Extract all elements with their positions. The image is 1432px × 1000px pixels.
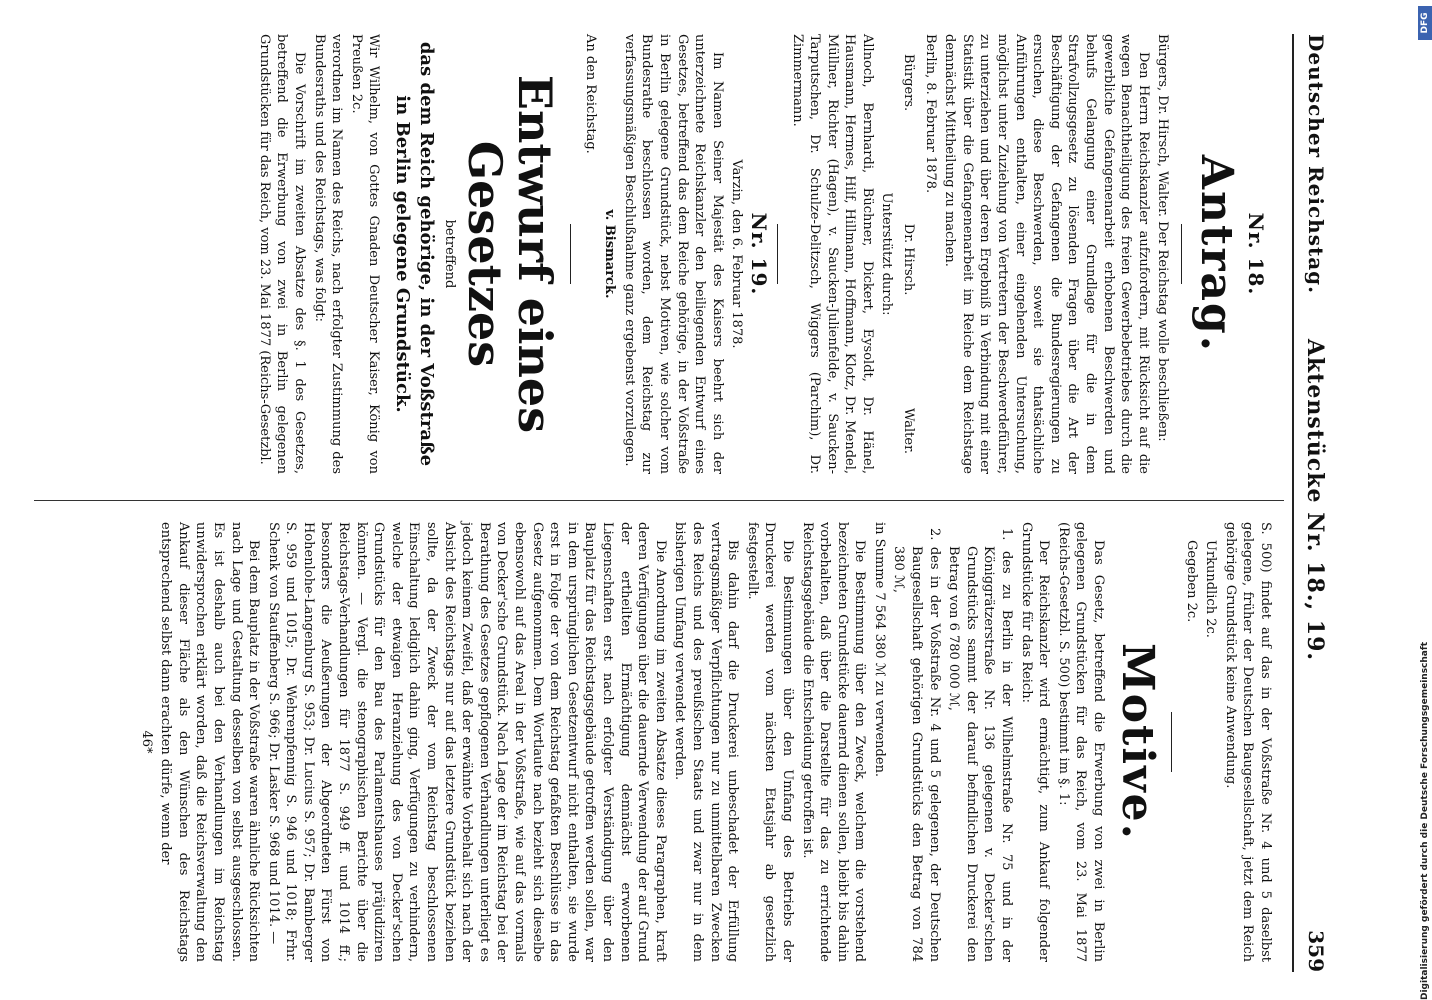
signatures <box>900 54 918 454</box>
motive-authorization: Der Reichskanzler wird ermächtigt, zum Ankauf folgender Grundstücke für das Reich: <box>1018 522 1052 962</box>
header-center: Aktenstücke Nr. 18., 19. <box>1302 338 1328 662</box>
signer: v. Bismarck. <box>602 209 618 299</box>
subject-line: das dem Reich gehörige, in der Voßstraße in Berlin gelegene Grundstück. <box>392 41 438 467</box>
signature-2: Dr. Hirsch. <box>901 223 917 296</box>
short-rule <box>1171 712 1172 772</box>
addressee: An den Reichstag. <box>582 34 598 154</box>
supported-by: Unterstützt durch: <box>879 192 895 316</box>
column-divider <box>34 500 1284 501</box>
grundstuecke-list <box>890 522 1015 962</box>
motive-paragraph: Bei dem Bauplatz in der Voßstraße waren ähnliche Rücksichten nach Lage und Gestaltung desselben von selbst ausgeschlossen. Es ist deshalb auch bei den Verhandlungen im Reichstag unwidersprochen erklärt worden, daß die Reichsverwaltung den Ankauf dieser Fläche als den Wünschen des Reichstags entsprechend selbst dann erachten dürfe, wenn der <box>158 522 262 962</box>
running-header <box>1290 0 1334 1000</box>
motive-intro: Das Gesetz, betreffend die Erwerbung von zwei in Berlin gelegenen Grundstücken für das Reich, vom 23. Mai 1877 (Reichs-Gesetzbl. S. 500) bestimmt im §. 1: <box>1055 522 1107 962</box>
header-rule <box>1292 34 1294 972</box>
signature-3: Walter. <box>901 408 917 454</box>
right-column <box>135 522 1274 962</box>
dfg-logo: DFG <box>1418 6 1432 40</box>
signature-1: Bürgers. <box>901 54 917 112</box>
antrag-heading: Antrag. <box>1191 154 1243 354</box>
nr18-heading: Nr. 18. <box>1244 212 1268 296</box>
motive-paragraph: Die Bestimmung über den Zweck, welchem die vorstehend bezeichneten Grundstücke dauernd dienen sollen, bleibt bis dahin vorbehalten, daß über die Darstellte für das zu errichtende Reichstagsgebäude die Entscheidung getroffen ist. <box>799 522 868 962</box>
date-berlin: Berlin, 8. Februar 1878. <box>922 34 938 194</box>
motive-paragraph: Die Anordnung im zweiten Absatze dieses Paragraphen, kraft deren Verfügungen über die dauernde Verwendung der auf Grund der ertheilten Ermächtigung demnächst erworbenen Liegenschaften erst nach erfolgter Verständigung über den Bauplatz für das Reichstagsgebäude getroffen werden sollen, war in dem ursprünglichen Gesetzentwurf nicht enthalten, sie wurde erst in Folge der von dem Reichstag gefaßten Beschlüsse in das Gesetz aufgenommen. Dem Wortlaute nach bezieht sich dieselbe ebensowohl auf das Areal in der Voßstraße, wie auf das vormals von Decker'sche Grundstück. Nach Lage der im Reichstag bei der Berathung des Gesetzes gepflogenen Verhandlungen unterliegt es jedoch keinem Zweifel, daß der erwähnte Vorbehalt sich nach der Absicht des Reichstags nur auf das letztere Grundstück beziehen sollte, da der Zweck der vom Reichstag beschlossenen Einschaltung lediglich dahin ging, Verfügungen zu verhindern, welche der etwaigen Heranziehung des von Decker'schen Grundstücks für den Bau des Parlamentshauses präjudiziren könnten. — Vergl. die stenographischen Berichte über die Reichstags-Verhandlungen für 1877 S. 949 ff. und 1014 ff.; besonders die Aeußerungen der Abgeordneten Fürst von Hohenlohe-Langenburg S. 953; Dr. Lucius S. 957; Dr. Bamberger S. 959 und 1015; Dr. Wehrenpfennig S. 946 und 1018; Frhr. Schenk von Stauffenberg S. 966; Dr. Lasker S. 968 und 1014. — <box>265 522 668 962</box>
date-varzin: Varzin, den 6. Februar 1878. <box>729 159 745 349</box>
sheet-signature: 46* <box>138 730 154 754</box>
short-rule <box>1181 224 1182 284</box>
header-left: Deutscher Reichstag. <box>1304 34 1328 295</box>
law-continuation: S. 500) findet auf das in der Voßstraße Nr. 4 und 5 daselbst gelegene, früher der Deutschen Baugesellschaft, jetzt dem Reich gehörige Grundstück keine Anwendung. <box>1222 522 1273 962</box>
list-item: 1. des zu Berlin in der Wilhelmstraße Nr. 75 und in der Königgrätzerstraße Nr. 136 gelegenen v. Decker'schen Grundstücks sammt der darauf befindlichen Druckerei den Betrag von 6 780 000 ℳ, <box>946 528 1015 962</box>
list-item: 2. des in der Voßstraße Nr. 4 und 5 gelegenen, der Deutschen Baugesellschaft gehörigen Grundstücks den Betrag von 784 380 ℳ, <box>891 528 942 962</box>
supporters-list: Allnoch, Bernhardi, Büchner, Dickert, Eysoldt, Dr. Hänel, Hausmann, Hermes, Hilf, Hillmann, Hoffmann, Klotz, Dr. Mendel, Müllner, Richter (Hagen), v. Saucken-Julienfelde, v. Saucken-Tarputschen, Dr. Schulze-Delitzsch, Wiggers (Parchim), Dr. Zimmermann. <box>789 34 875 474</box>
digitization-credit: Digitalisierung gefördert durch die Deutsche Forschungsgemeinschaft <box>1420 641 1430 1000</box>
motive-paragraph: Bis dahin darf die Druckerei unbeschadet der Erfüllung vertragsmäßiger Verpflichtungen nur zu unmittelbaren Zwecken des Reichs und des preußischen Staats und zwar nur in dem bisherigen Umfang verwendet werden. <box>672 522 741 962</box>
left-column <box>253 34 1274 474</box>
page-number: 359 <box>1304 930 1328 972</box>
motive-paragraph: Die Bestimmungen über den Umfang des Betriebs der Druckerei werden vom nächsten Etatsjahr ab gesetzlich festgestellt. <box>744 522 795 962</box>
urkundlich: Urkundlich 2c. <box>1203 540 1219 638</box>
law-text: Die Vorschrift im zweiten Absatze des §. 1 des Gesetzes, betreffend die Erwerbung von zwei in Berlin gelegenen Grundstücken für das Reich, vom 23. Mai 1877 (Reichs-Gesetzbl. <box>256 34 308 474</box>
short-rule <box>570 224 571 284</box>
entwurf-heading: Entwurf eines Gesetzes <box>458 74 562 434</box>
gegeben: Gegeben 2c. <box>1183 540 1199 623</box>
antrag-text: Den Herrn Reichskanzler aufzufordern, mit Rücksicht auf die wegen Benachtheiligung des freien Gewerbebetriebes durch die gewerbliche Gefangenenarbeit erhobenen Beschwerden und behufs Gelangung einer Grundlage für die in dem Strafvollzugsgesetz zu lösenden Fragen über die Art der Beschäftigung der Gefangenen die Bundesregierungen zu ersuchen, diese Beschwerden, soweit sie thatsächliche Anführungen enthalten, einer eingehenden Untersuchung, möglichst unter Zuziehung von Vertretern der Beschwerdeführer, zu unterziehen und über deren Ergebniß in Verbindung mit einer Statistik über die Gefangenenarbeit im Reiche dem Reichstage demnächst Mittheilung zu machen. <box>942 34 1151 474</box>
decree-line: verordnen im Namen des Reichs, nach erfolgter Zustimmung des Bundesraths und des Reichstags, was folgt: <box>311 34 345 474</box>
betreffend-line: betreffend <box>442 219 457 289</box>
nr19-heading: Nr. 19. <box>746 212 771 296</box>
sum-line: in Summe 7 564 380 ℳ zu verwenden. <box>871 522 887 778</box>
motive-heading: Motive. <box>1112 643 1164 841</box>
short-rule <box>777 224 778 284</box>
authors-line: Bürgers, Dr. Hirsch, Walter. Der Reichstag wolle beschließen: <box>1155 34 1171 442</box>
emperor-line: Wir Wilhelm, von Gottes Gnaden Deutscher Kaiser, König von Preußen 2c. <box>348 34 382 474</box>
chancellor-text: Im Namen Seiner Majestät des Kaisers beehrt sich der unterzeichnete Reichskanzler den beiliegenden Entwurf eines Gesetzes, betreffend das dem Reiche gehörige, in der Voßstraße in Berlin gelegene Grundstück, nebst Motiven, wie solcher vom Bundesrathe beschlossen worden, dem Reichstag zur verfassungsmäßigen Beschlußnahme ganz ergebenst vorzulegen. <box>621 34 725 474</box>
